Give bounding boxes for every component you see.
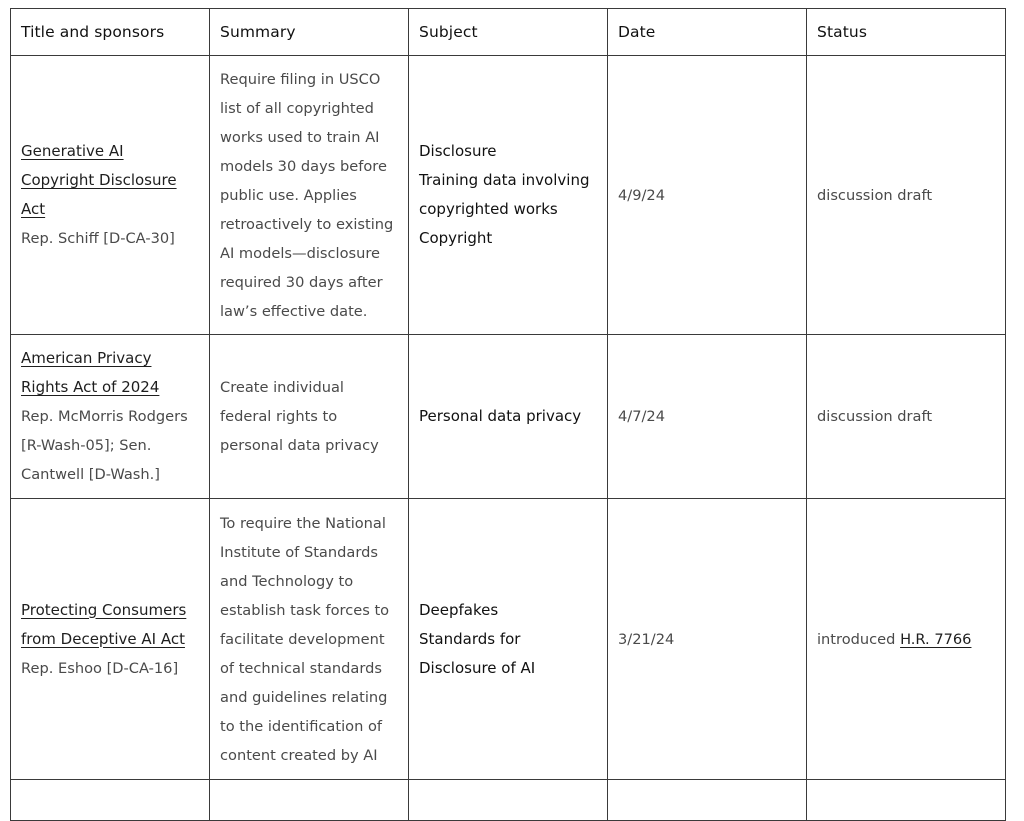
legislation-table (10, 8, 1006, 821)
bill-title-link[interactable]: American Privacy Rights Act of 2024 (21, 349, 160, 396)
status-cell (807, 499, 1006, 780)
title-cell (11, 499, 210, 780)
table-header-row (11, 9, 1006, 56)
summary-cell: Require filing in USCO list of all copyrighted works used to train AI models 30 days before public use. Applies retroactively to existing AI models—disclosure required 30 days after law’s effective date. (210, 56, 409, 335)
table-row (11, 56, 1006, 335)
status-cell (807, 780, 1006, 821)
sponsors: Rep. McMorris Rodgers [R-Wash-05]; Sen. Cantwell [D-Wash.] (21, 408, 188, 483)
date-cell: 4/7/24 (608, 335, 807, 499)
subject-cell (409, 499, 608, 780)
sponsors: Rep. Schiff [D-CA-30] (21, 230, 175, 247)
bill-title-link[interactable]: Generative AI Copyright Disclosure Act (21, 142, 177, 218)
table-row (11, 335, 1006, 499)
status-text: discussion draft (817, 408, 933, 425)
header-summary: Summary (210, 9, 409, 56)
bill-title-link[interactable]: Protecting Consumers from Deceptive AI Act (21, 600, 187, 648)
status-text: introduced (817, 630, 896, 648)
header-status: Status (807, 9, 1006, 56)
sponsors: Rep. Eshoo [D-CA-16] (21, 659, 179, 677)
status-text: discussion draft (817, 186, 933, 204)
table-row (11, 499, 1006, 780)
status-cell (807, 56, 1006, 335)
header-subject: Subject (409, 9, 608, 56)
subject-cell (409, 335, 608, 499)
summary-cell: To require the National Institute of Standards and Technology to establish task forces to facilitate development of technical standards and guidelines relating to the identification of content created by AI (210, 499, 409, 780)
bill-number-link[interactable]: H.R. 7766 (900, 630, 972, 648)
subject-cell (409, 56, 608, 335)
subject-tag: Copyright (419, 229, 493, 247)
table-row (11, 780, 1006, 821)
date-cell: 4/9/24 (608, 56, 807, 335)
title-cell (11, 56, 210, 335)
header-date: Date (608, 9, 807, 56)
subject-tag: Deepfakes (419, 600, 499, 619)
subject-tag: Training data involving copyrighted works (419, 171, 590, 218)
date-cell: 3/21/24 (608, 499, 807, 780)
subject-tag: Personal data privacy (419, 407, 582, 425)
header-title-sponsors: Title and sponsors (11, 9, 210, 56)
subject-tag: Standards for Disclosure of AI (419, 629, 536, 677)
status-cell (807, 335, 1006, 499)
title-cell (11, 335, 210, 499)
subject-tag: Disclosure (419, 142, 497, 160)
subject-cell (409, 780, 608, 821)
date-cell (608, 780, 807, 821)
summary-cell (210, 780, 409, 821)
summary-cell: Create individual federal rights to personal data privacy (210, 335, 409, 499)
title-cell (11, 780, 210, 821)
